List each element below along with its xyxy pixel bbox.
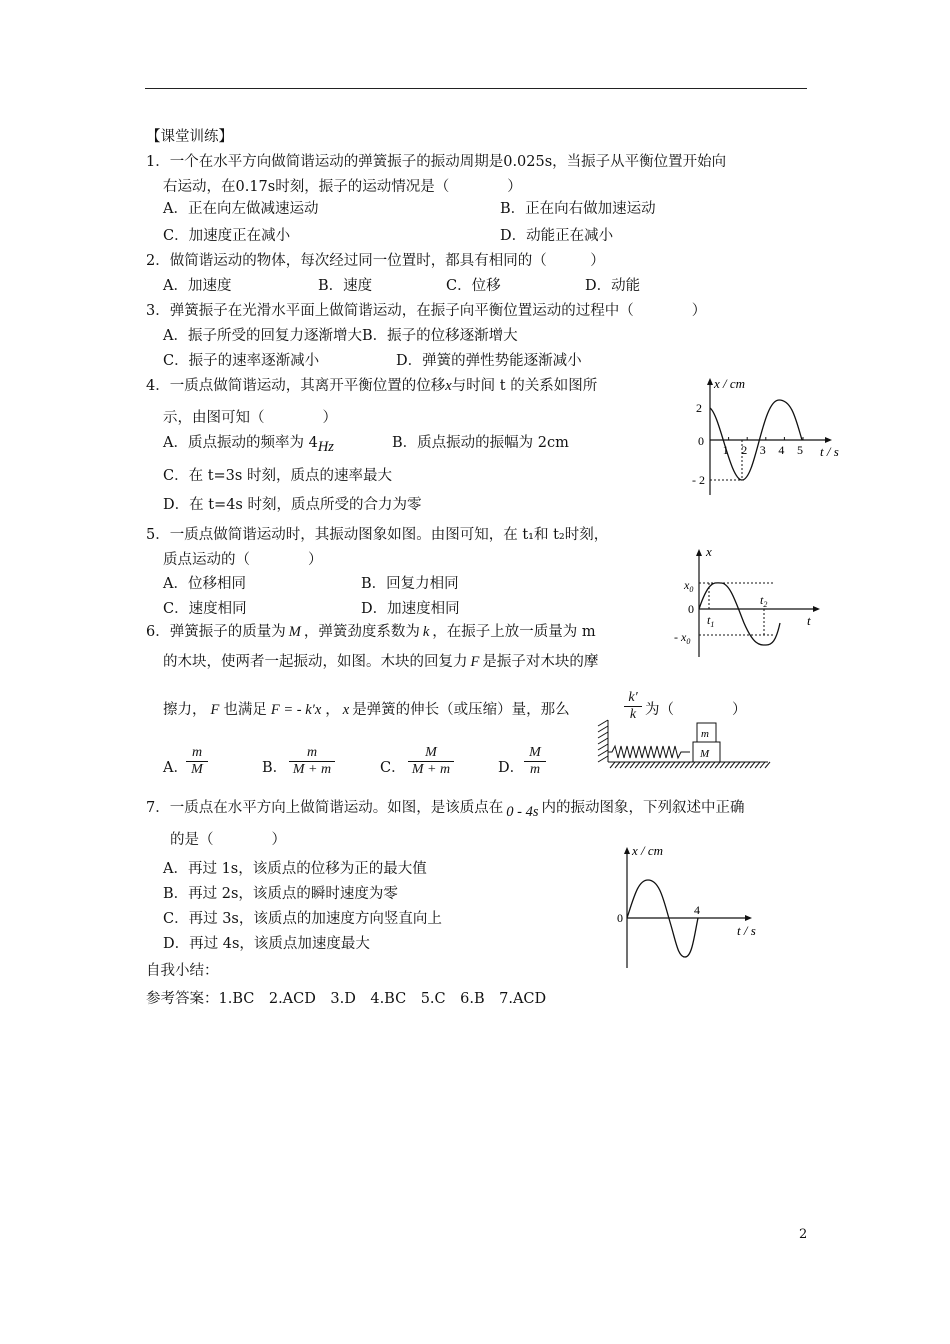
q6-floor-hatch-line: [650, 762, 655, 768]
q4-stem-part2: 与时间 t 的关系如图所: [451, 378, 598, 394]
q3-stem: 3．弹簧振子在光滑水平面上做简谐运动，在振子向平衡位置运动的过程中（ ）: [146, 303, 707, 319]
q4-graph-tick-label: 5: [797, 443, 803, 457]
q5-stem-line2: 质点运动的（ ）: [163, 552, 323, 568]
q7-graph: [612, 842, 772, 972]
q6-floor-hatch-line: [640, 762, 645, 768]
self-summary: 自我小结：: [146, 963, 219, 979]
q6-floor-hatch-line: [635, 762, 640, 768]
q6-stem-part1: 6．弹簧振子的质量为: [146, 624, 286, 640]
section-title: 【课堂训练】: [146, 129, 233, 145]
q6-stem2-part1: 的木块，使两者一起振动，如图。木块的回复力: [163, 654, 468, 670]
q4-var-x: x: [445, 378, 452, 394]
q5-graph-axes: [699, 551, 817, 657]
q5-graph-ylabel: x: [706, 544, 712, 559]
q7-graph-ylabel: x / cm: [632, 843, 664, 858]
q6-floor-hatch-line: [695, 762, 700, 768]
q1-option-c: C．加速度正在减小: [163, 228, 291, 244]
q4-graph-axes: [710, 380, 830, 495]
q6-floor-hatch-line: [690, 762, 695, 768]
answer-key: 参考答案：1.BC 2.ACD 3.D 4.BC 5.C 6.B 7.ACD: [146, 991, 547, 1007]
q4-option-d: D．在 t=4s 时刻，质点所受的合力为零: [163, 497, 422, 513]
q6-floor-hatch-line: [630, 762, 635, 768]
q5-graph: [672, 543, 832, 661]
q6-floor-hatch-line: [685, 762, 690, 768]
q6-floor-hatch-line: [725, 762, 730, 768]
q6-spring: [608, 746, 690, 758]
q4-graph-origin: 0: [698, 434, 704, 448]
q2-option-d: D．动能: [585, 278, 641, 294]
q6-option-d-fraction: M m: [524, 745, 546, 778]
q4-graph-yneg: - 2: [692, 473, 705, 487]
q2-option-c: C．位移: [446, 278, 501, 294]
q1-option-a: A．正在向左做减速运动: [163, 201, 319, 217]
q6-stem3-part3: ，: [325, 702, 340, 718]
q4-stem-line1: [146, 377, 597, 395]
q7-graph-tick: 4: [694, 903, 700, 917]
q4-option-a-text: A．质点振动的频率为 4: [163, 435, 318, 451]
q6-stem-line2: [163, 653, 598, 671]
q1-option-d: D．动能正在减小: [500, 228, 614, 244]
q1-option-b: B．正在向右做加速运动: [500, 201, 656, 217]
q6-option-c-fraction: M M + m: [408, 745, 454, 778]
q6-option-b-label: B．: [262, 760, 288, 776]
q6-floor-hatch-line: [720, 762, 725, 768]
q6-floor-hatch-line: [700, 762, 705, 768]
q4-graph-y-arrow: [707, 378, 713, 385]
q6-floor-hatch-line: [655, 762, 660, 768]
q6-stem3-part4: 是弹簧的伸长（或压缩）量，那么: [352, 702, 570, 718]
q6-option-a-fraction: m M: [186, 745, 208, 778]
q6-floor-hatch-line: [765, 762, 770, 768]
q7-graph-origin: 0: [617, 911, 623, 925]
q4-stem-line2: 示，由图可知（ ）: [163, 410, 337, 426]
q7-option-c: C．再过 3s，该质点的加速度方向竖直向上: [163, 911, 442, 927]
q6-var-M: M: [288, 624, 301, 640]
q6-var-x: x: [342, 702, 350, 718]
q4-graph-tick-label: 1: [722, 443, 729, 457]
q5-option-d: D．加速度相同: [361, 601, 460, 617]
q4-option-c: C．在 t=3s 时刻，质点的速率最大: [163, 468, 392, 484]
q6-stem-part2: ，弹簧劲度系数为: [303, 624, 420, 640]
q6-stem-end: 为（ ）: [645, 702, 747, 718]
q7-option-a: A．再过 1s，该质点的位移为正的最大值: [163, 861, 427, 877]
q7-stem-line2: 的是（ ）: [170, 832, 286, 848]
q6-block-small-label: m: [701, 728, 709, 740]
q4-option-a: [163, 434, 334, 455]
q6-floor-hatch-line: [660, 762, 665, 768]
q5-graph-pos-label: $x_0$: [684, 578, 694, 594]
q7-graph-axes: [627, 850, 749, 968]
q4-graph-ypos: 2: [696, 401, 702, 415]
q7-option-d: D．再过 4s，该质点加速度最大: [163, 936, 370, 952]
q4-graph: [690, 370, 860, 500]
q4-graph-ylabel: x / cm: [714, 376, 746, 391]
q7-stem-line1: [146, 799, 745, 820]
q6-floor-hatch-line: [735, 762, 740, 768]
q6-stem-part3: ，在振子上放一质量为 m: [432, 624, 596, 640]
q6-floor-hatch-line: [610, 762, 615, 768]
q2-option-a: A．加速度: [163, 278, 232, 294]
q6-floor-hatch-line: [760, 762, 765, 768]
q2-option-b: B．速度: [318, 278, 373, 294]
q6-spring-figure: [596, 718, 771, 774]
q4-option-b: B．质点振动的振幅为 2cm: [392, 435, 569, 451]
q3-option-c: C．振子的速率逐渐减小: [163, 353, 320, 369]
q6-stem-line1: [146, 623, 596, 641]
q5-graph-xlabel: t: [807, 613, 811, 628]
q4-graph-tick-label: 4: [778, 443, 785, 457]
q4-graph-xlabel: t / s: [820, 444, 839, 459]
q6-floor-hatch-line: [620, 762, 625, 768]
page-number: 2: [799, 1227, 808, 1242]
q6-floor-hatch-line: [680, 762, 685, 768]
q7-stem-part2: 内的振动图象，下列叙述中正确: [541, 800, 745, 816]
q6-stem-line3: [163, 701, 570, 719]
q6-floor-hatch-line: [715, 762, 720, 768]
q6-floor-hatch: [610, 762, 770, 768]
q6-stem3-part1: 擦力，: [163, 702, 207, 718]
q7-stem-part1: 7．一质点在水平方向上做简谐运动。如图，是该质点在: [146, 800, 504, 816]
q6-floor-hatch-line: [750, 762, 755, 768]
q2-stem: 2．做简谐运动的物体，每次经过同一位置时，都具有相同的（ ）: [146, 253, 605, 269]
q7-graph-y-arrow: [624, 847, 630, 854]
q6-floor-hatch-line: [645, 762, 650, 768]
q6-option-d-label: D．: [498, 760, 525, 776]
q6-floor-hatch-line: [705, 762, 710, 768]
q6-var-F: F: [470, 654, 480, 670]
q5-stem-line1: 5．一质点做简谐运动时，其振动图象如图。由图可知，在 t₁和 t₂时刻，: [146, 527, 609, 543]
q3-option-d: D．弹簧的弹性势能逐渐减小: [396, 353, 582, 369]
q6-floor-hatch-line: [625, 762, 630, 768]
header-rule: [145, 88, 807, 89]
q5-graph-x-arrow: [813, 606, 820, 612]
q7-option-b: B．再过 2s，该质点的瞬时速度为零: [163, 886, 398, 902]
q6-option-a-label: A．: [163, 760, 188, 776]
q4-option-a-unit: Hz: [317, 439, 334, 455]
q6-formula: F = - k′x: [270, 702, 322, 718]
q5-graph-t1-label: $t_1$: [707, 613, 715, 629]
q5-graph-t2-label: $t_2$: [760, 593, 768, 609]
q6-floor-hatch-line: [615, 762, 620, 768]
q6-option-c-label: C．: [380, 760, 406, 776]
q7-graph-xlabel: t / s: [737, 923, 756, 938]
q5-graph-curve: [699, 583, 780, 645]
q1-stem-line2: 右运动，在0.17s时刻，振子的运动情况是（ ）: [163, 179, 522, 195]
q5-option-c: C．速度相同: [163, 601, 247, 617]
q4-graph-x-arrow: [825, 437, 832, 443]
q5-option-a: A．位移相同: [163, 576, 246, 592]
q6-var-k: k: [422, 624, 430, 640]
q4-graph-tick-label: 3: [759, 443, 766, 457]
q6-floor-hatch-line: [670, 762, 675, 768]
q6-floor-hatch-line: [665, 762, 670, 768]
q6-stem2-part2: 是振子对木块的摩: [482, 654, 599, 670]
q7-interval: 0 - 4s: [506, 804, 539, 820]
q5-option-b: B．回复力相同: [361, 576, 459, 592]
q6-stem3-part2: 也满足: [223, 702, 267, 718]
q7-graph-x-arrow: [745, 915, 752, 921]
q6-block-big-label: M: [700, 748, 710, 760]
q1-stem-line1: 1．一个在水平方向做简谐运动的弹簧振子的振动周期是0.025s，当振子从平衡位置开始向: [146, 154, 727, 170]
q4-stem-part1: 4．一质点做简谐运动，其离开平衡位置的位移: [146, 378, 446, 394]
q6-floor-hatch-line: [730, 762, 735, 768]
q6-floor-hatch-line: [740, 762, 745, 768]
q6-floor-hatch-line: [675, 762, 680, 768]
q6-ratio-den: k: [629, 707, 637, 722]
q6-option-b-fraction: m M + m: [289, 745, 335, 778]
q4-graph-tick-label: 2: [741, 443, 748, 457]
q6-var-F2: F: [210, 702, 220, 718]
q6-floor-hatch-line: [755, 762, 760, 768]
q5-graph-y-arrow: [696, 549, 702, 556]
q6-ratio-num: k′: [628, 690, 638, 705]
q6-floor-hatch-line: [710, 762, 715, 768]
q5-graph-neg-label: - $x_0$: [674, 630, 691, 646]
q5-graph-origin: 0: [688, 602, 694, 616]
q3-option-ab: A．振子所受的回复力逐渐增大B．振子的位移逐渐增大: [163, 328, 518, 344]
q6-floor-hatch-line: [745, 762, 750, 768]
